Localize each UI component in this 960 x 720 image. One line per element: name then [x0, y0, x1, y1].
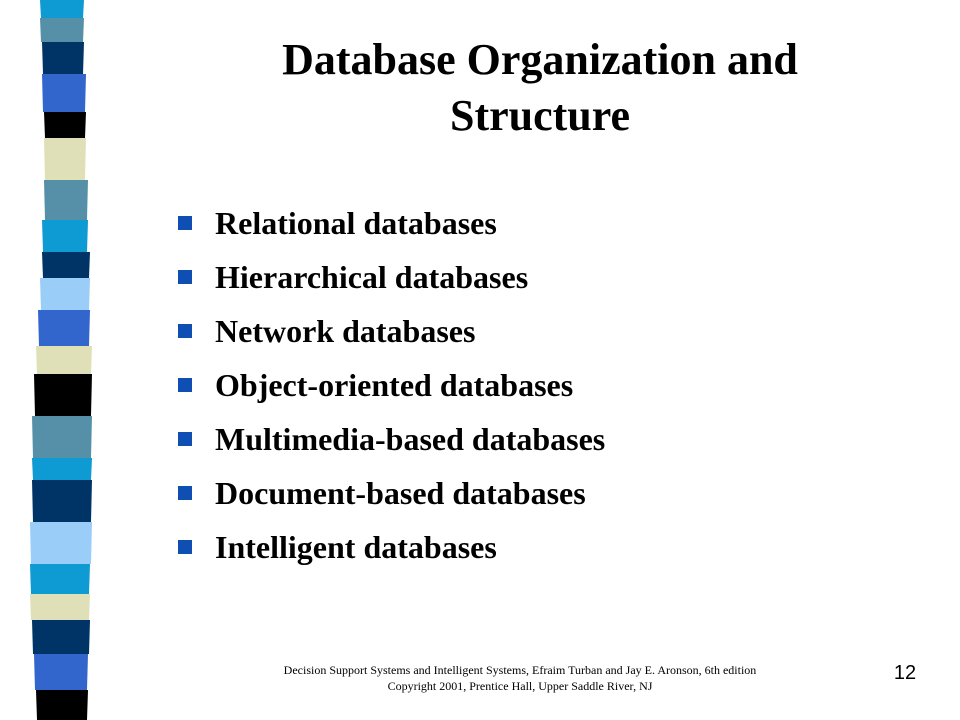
- bullet-item: [178, 466, 605, 520]
- bullet-item: [178, 196, 605, 250]
- decorative-stripe: [32, 480, 92, 522]
- bullet-text: Hierarchical databases: [215, 259, 529, 295]
- bullet-item: [178, 520, 605, 574]
- bullet-text: Intelligent databases: [215, 529, 497, 565]
- bullet-item: [178, 412, 605, 466]
- decorative-stripe: [40, 278, 90, 310]
- bullet-text: Document-based databases: [215, 475, 586, 511]
- bullet-text: Relational databases: [215, 205, 497, 241]
- decorative-stripe: [44, 138, 86, 180]
- decorative-stripe: [32, 416, 92, 458]
- square-bullet-icon: [178, 432, 192, 446]
- decorative-stripe: [30, 594, 90, 620]
- decorative-stripe: [44, 112, 86, 138]
- decorative-stripe: [30, 522, 92, 564]
- footer-citation: Decision Support Systems and Intelligent Systems, Efraim Turban and Jay E. Aronson, 6th edition: [283, 663, 757, 677]
- bullet-text: Network databases: [215, 313, 476, 349]
- bullet-list: [178, 196, 605, 574]
- slide-footer: [260, 662, 780, 694]
- bullet-text: Multimedia-based databases: [215, 421, 606, 457]
- decorative-stripe: [42, 74, 86, 112]
- decorative-stripe: [32, 458, 92, 480]
- decorative-stripe: [34, 654, 88, 690]
- page-number: 12: [893, 662, 917, 684]
- bullet-item: [178, 304, 605, 358]
- decorative-stripe: [34, 374, 92, 416]
- bullet-item: [178, 250, 605, 304]
- slide-title: [200, 32, 880, 144]
- square-bullet-icon: [178, 486, 192, 500]
- decorative-stripe: [42, 252, 90, 278]
- decorative-stripe: [38, 310, 90, 346]
- square-bullet-icon: [178, 216, 192, 230]
- square-bullet-icon: [178, 378, 192, 392]
- decorative-stripe: [30, 564, 90, 594]
- decorative-stripe-band: [0, 0, 100, 720]
- bullet-text: Object-oriented databases: [215, 367, 574, 403]
- decorative-stripe: [36, 690, 88, 720]
- decorative-stripe: [42, 42, 84, 74]
- square-bullet-icon: [178, 270, 192, 284]
- decorative-stripe: [32, 620, 90, 654]
- square-bullet-icon: [178, 540, 192, 554]
- slide-title-line-1: Database Organization and: [282, 35, 798, 84]
- decorative-stripe: [36, 346, 92, 374]
- footer-copyright: Copyright 2001, Prentice Hall, Upper Saddle River, NJ: [387, 679, 653, 693]
- decorative-stripe: [44, 180, 88, 220]
- decorative-stripe: [40, 18, 84, 42]
- slide-title-line-2: Structure: [449, 91, 631, 140]
- decorative-stripe: [42, 220, 88, 252]
- bullet-item: [178, 358, 605, 412]
- decorative-stripe: [40, 0, 84, 18]
- square-bullet-icon: [178, 324, 192, 338]
